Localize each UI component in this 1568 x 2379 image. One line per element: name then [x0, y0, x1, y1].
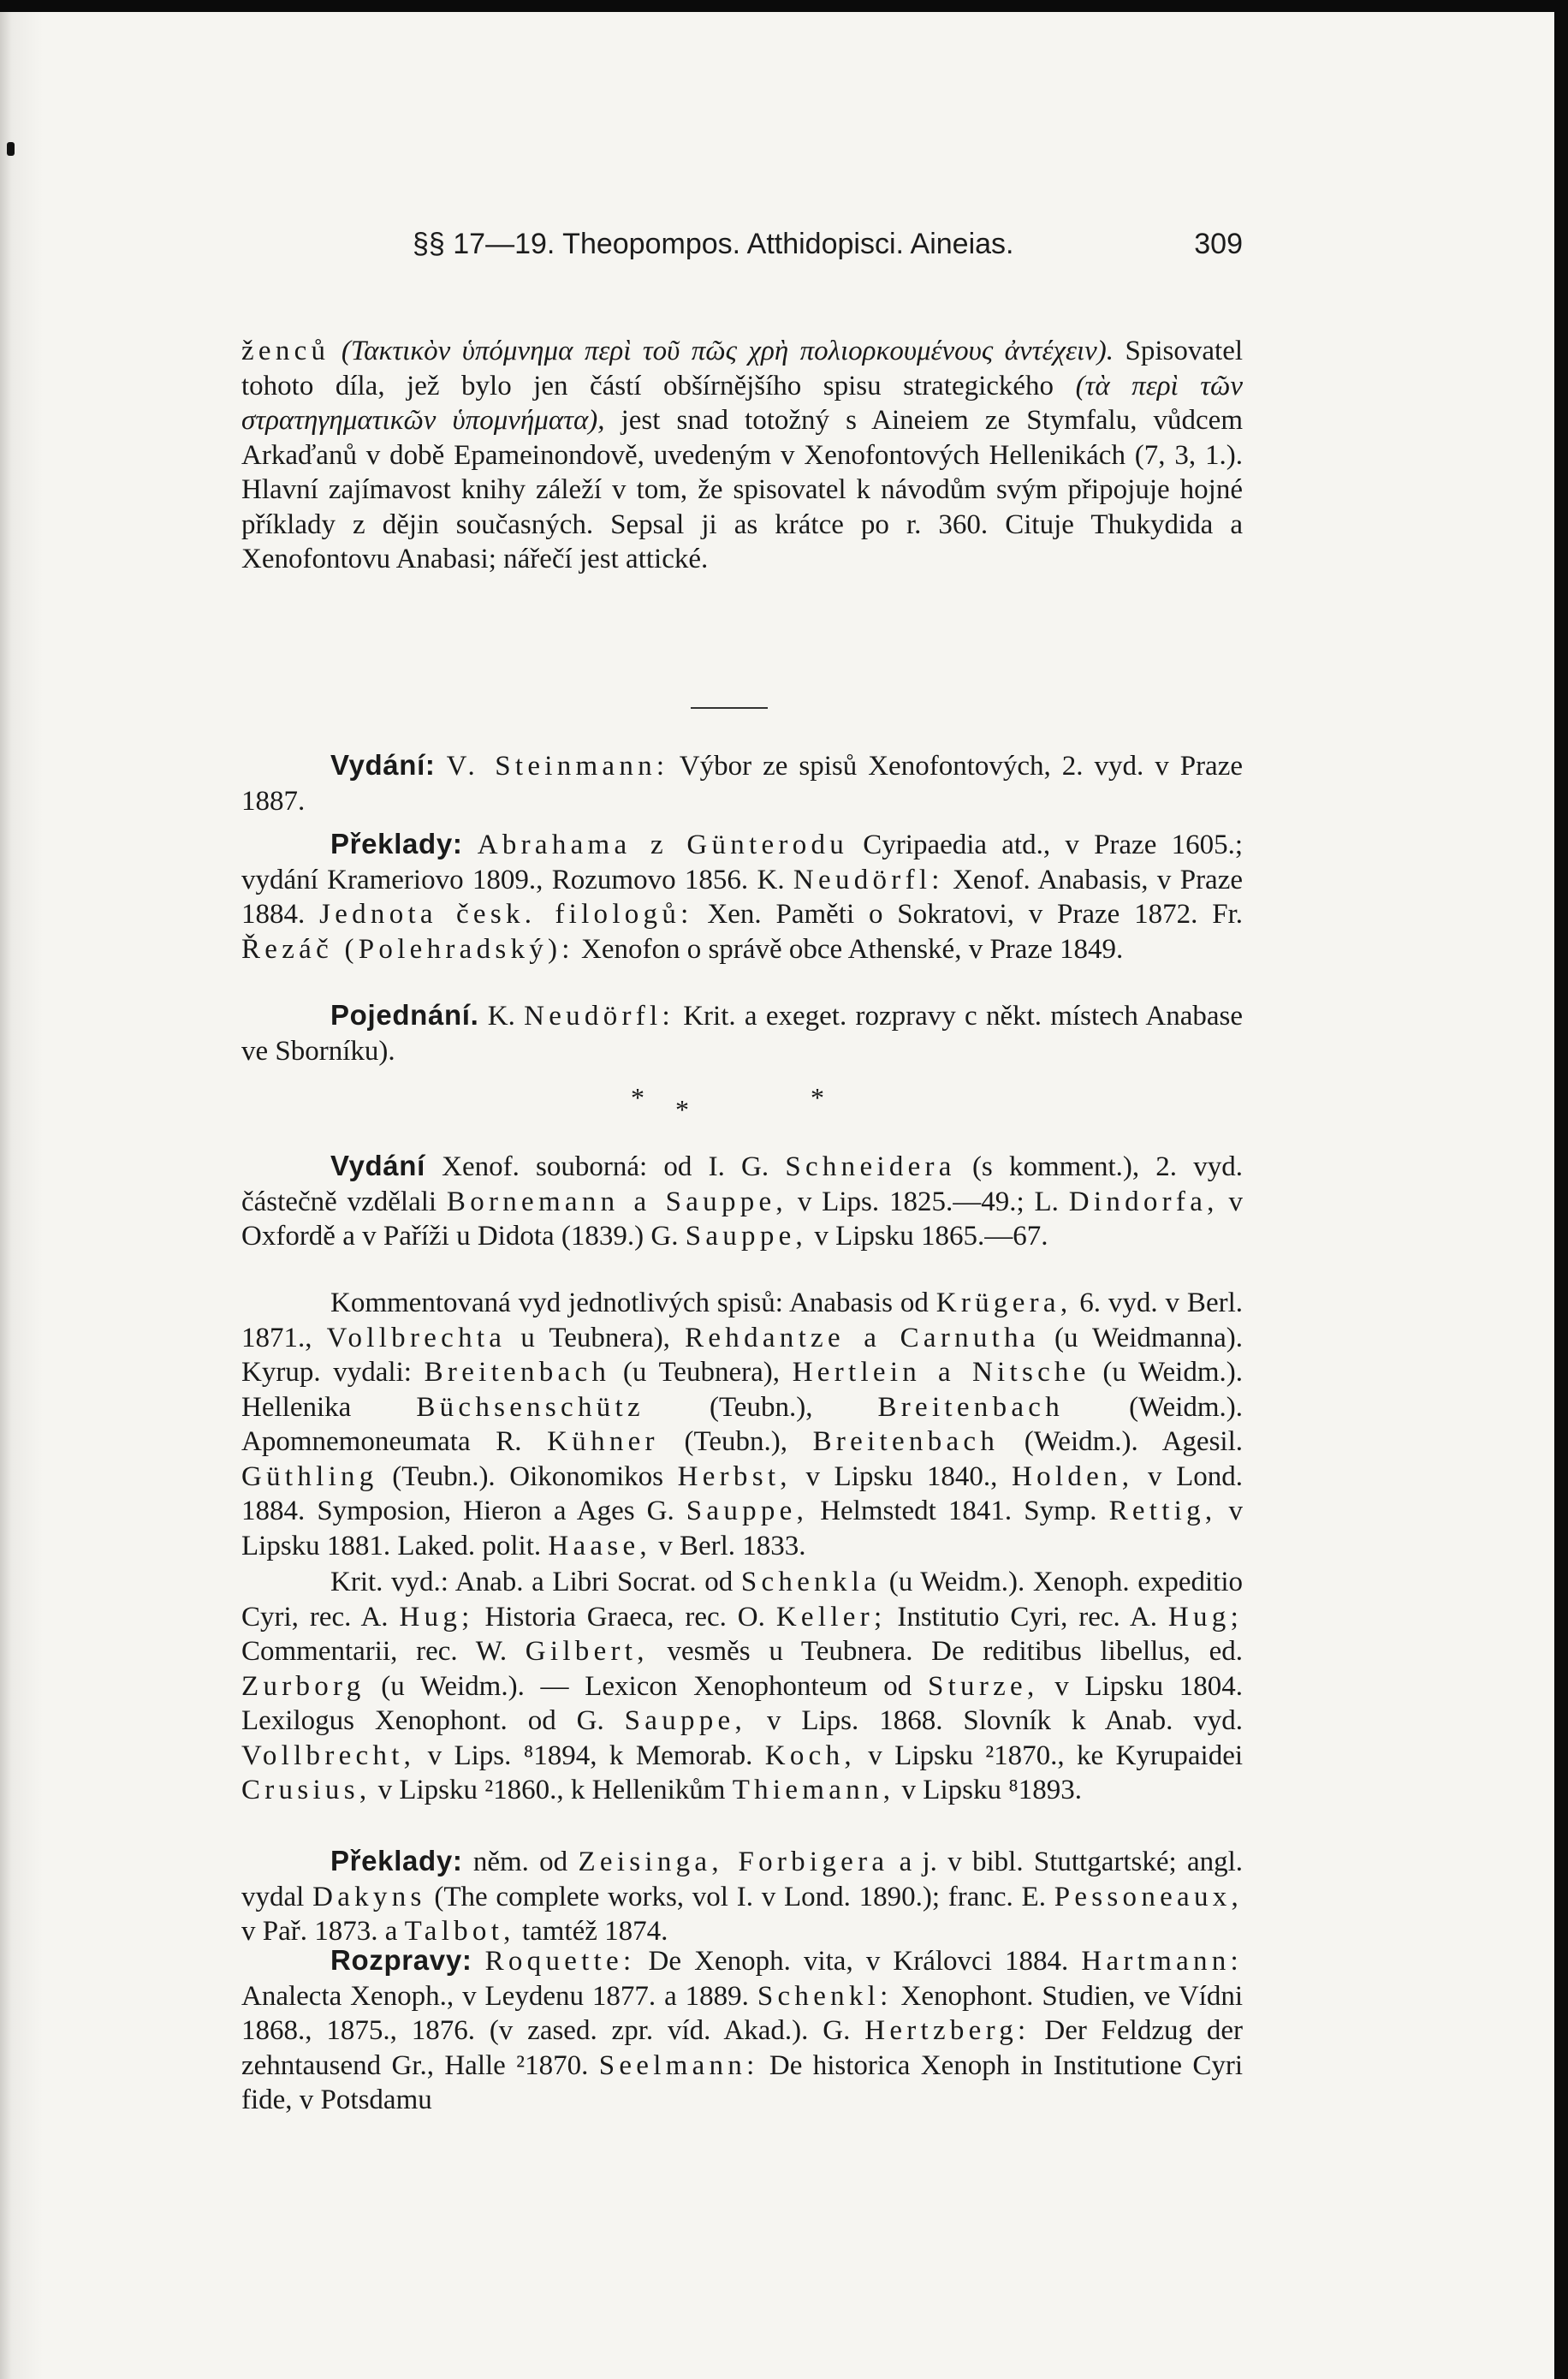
ref-text: v Lipsku 1865.—67.: [814, 1221, 1048, 1252]
ref-text: Kommentovaná vyd jednotlivých spisů: Anabasis od: [330, 1288, 929, 1318]
vydani-label: Vydání:: [330, 749, 436, 781]
running-head-title: §§ 17—19. Theopompos. Atthidopisci. Aineias.: [413, 228, 1014, 260]
author-name: Dindorfa,: [1068, 1186, 1219, 1217]
intro-text-a: Spisovatel tohoto díla, jež bylo jen částí obšírnějšího spisu strategického: [241, 336, 1244, 401]
author-name: Güthling: [241, 1460, 378, 1492]
ref-text: 6. vyd. v Berl. 1871.,: [241, 1288, 1243, 1353]
ref-text: (u Weidm.). — Lexicon Xenophonteum od: [381, 1670, 912, 1702]
author-neudorfl: Neudörfl:: [793, 864, 944, 895]
ref-text: (Teubn.),: [709, 1391, 813, 1423]
aineias-preklady: [241, 827, 1243, 966]
ref-text: (Weidm.). Apomnemoneumata R.: [241, 1391, 1244, 1457]
ref-text: v Lipsku 1840.,: [805, 1460, 998, 1492]
xenophon-kommentovana: [241, 1286, 1243, 1563]
ref-text: (u Weidmanna). Kyrup. vydali:: [241, 1322, 1244, 1388]
ref-text: v Lipsku 1881. Laked. polit.: [241, 1496, 1243, 1561]
author-name: Sauppe,: [624, 1705, 747, 1736]
preklady-text: Xenofon o správě obce Athenské, v Praze 1849.: [581, 933, 1124, 965]
author-name: Kühner: [547, 1426, 659, 1457]
author-name: Breitenbach: [424, 1357, 611, 1388]
asterisk: *: [811, 1082, 824, 1113]
ref-text: (s komment.), 2. vyd. částečně vzdělali: [241, 1151, 1244, 1217]
intro-text-b: jest snad totožný s Aineiem ze Stymfalu, vůdcem Arkaďanů v době Epameinondově, uvedeným v Xenofontových Hellenikách (7, 3, 1.). Hlavní zajímavost knihy záleží v tom, že spisovatel k návodům svým připojuje hojné příklady z dějin současných. Sepsal ji as krátce po r. 360. Cituje Thukydida a Xenofontovu Anabasi; nářečí jest attické.: [241, 405, 1243, 574]
author-name: Hertzberg:: [864, 2015, 1030, 2046]
author-name: Roquette:: [484, 1946, 636, 1977]
author-name: Gilbert,: [525, 1636, 649, 1667]
ref-text: u Teubnera),: [520, 1322, 670, 1353]
ref-text: (The complete works, vol I. v Lond. 1890.); franc. E.: [434, 1881, 1046, 1912]
section-rule: [691, 707, 768, 709]
ref-text: v Pař. 1873. a: [241, 1916, 398, 1947]
ref-text: Xenof. souborná: od I. G.: [442, 1151, 769, 1182]
ref-text: v Oxfordě a v Paříži u Didota (1839.) G.: [241, 1186, 1244, 1252]
pojednani-text: K.: [487, 1001, 515, 1032]
ref-text: v Lipsku ²1860., k Hellenikům: [377, 1775, 726, 1805]
author-name: Dakyns: [312, 1881, 426, 1912]
ref-text: (u Weidm.). Hellenika: [241, 1357, 1243, 1423]
author-jednota: Jednota česk. filologů:: [319, 899, 693, 930]
author-name: Herbst,: [677, 1460, 792, 1492]
ref-text: (u Teubnera),: [622, 1357, 780, 1388]
ref-text: Krit. vyd.: Anab. a Libri Socrat. od: [330, 1567, 734, 1597]
xenophon-preklady: [241, 1844, 1243, 1949]
author-name: Keller;: [775, 1601, 887, 1633]
book-page: [0, 12, 1554, 2379]
author-name: Sauppe,: [686, 1496, 809, 1526]
aineias-pojednani: [241, 998, 1243, 1068]
ref-text: (Teubn.),: [684, 1426, 787, 1457]
ref-text: De historica Xenoph in Institutione Cyri fide, v Potsdamu: [241, 2049, 1244, 2115]
author-name: Holden,: [1011, 1460, 1134, 1492]
ref-text: Commentarii, rec. W.: [241, 1636, 508, 1667]
ref-text: v Lipsku ²1870., ke Kyrupaidei: [868, 1740, 1244, 1771]
ref-text: Helmstedt 1841. Symp.: [820, 1496, 1097, 1526]
scan-edge: [1554, 0, 1568, 2379]
ref-text: Der Feldzug der zehntausend Gr., Halle ²1870.: [241, 2015, 1243, 2081]
author-name: Seelmann:: [598, 2049, 759, 2081]
running-head: [241, 228, 1243, 271]
author-name: Schneidera: [785, 1151, 956, 1182]
greek-spis: (τὰ περὶ τῶν στρατηγηματικῶν ὑπομνήματα),: [241, 370, 1243, 436]
author-neudorfl: Neudörfl:: [524, 1001, 674, 1032]
author-name: Rehdantze a Carnutha: [685, 1322, 1040, 1353]
preklady-text: Xen. Paměti o Sokratovi, v Praze 1872. Fr.: [707, 899, 1244, 930]
author-name: Schenkla: [740, 1567, 882, 1597]
author-name: Büchsenschütz: [416, 1391, 644, 1423]
pojednani-label: Pojednání.: [330, 999, 479, 1031]
author-name: Thiemann,: [732, 1775, 895, 1805]
author-name: Schenkl:: [757, 1980, 893, 2012]
author-name: Hug;: [1167, 1601, 1244, 1633]
ref-text: v Lips. 1825.—49.; L.: [797, 1186, 1059, 1217]
author-name: Krügera,: [935, 1288, 1072, 1318]
author-name: Hartmann:: [1081, 1946, 1243, 1977]
greek-title: (Τακτικὸν ὑπόμνημα περὶ τοῦ πῶς χρὴ πολιορκουμένους ἀντέχειν).: [341, 336, 1114, 366]
ref-text: a j. v bibl. Stuttgartské; angl. vydal: [241, 1847, 1244, 1912]
intro-word: ženců: [241, 336, 330, 366]
vydani-label: Vydání: [330, 1150, 425, 1181]
xenophon-rozpravy: [241, 1943, 1243, 2118]
intro-paragraph: [241, 334, 1243, 577]
vydani-text: Výbor ze spisů Xenofontových, 2. vyd. v Praze 1887.: [241, 751, 1243, 817]
author-steinmann: V. Steinmann:: [446, 751, 669, 782]
section-asterisks: [631, 1082, 888, 1142]
author-name: Talbot,: [404, 1916, 515, 1947]
author-abraham: Abrahama z Günterodu: [477, 830, 849, 860]
author-name: Koch,: [764, 1740, 856, 1771]
asterisk: *: [631, 1082, 644, 1113]
ref-text: v Lips. ⁸1894, k Memorab.: [427, 1740, 753, 1771]
ref-text: v Lond. 1884. Symposion, Hieron a Ages G.: [241, 1460, 1243, 1526]
author-name: Zurborg: [241, 1670, 365, 1702]
author-name: Sauppe,: [685, 1221, 808, 1252]
asterisk: *: [675, 1094, 689, 1125]
author-name: Pessoneaux,: [1054, 1881, 1244, 1912]
ref-text: Analecta Xenoph., v Leydenu 1877. a 1889.: [241, 1980, 749, 2012]
author-name: Hug;: [399, 1601, 474, 1633]
ref-text: v Lipsku 1804. Lexilogus Xenophont. od G.: [241, 1670, 1244, 1736]
xenophon-vydani: [241, 1149, 1243, 1254]
author-name: Zeisinga, Forbigera: [578, 1847, 889, 1877]
preklady-label: Překlady:: [330, 1845, 463, 1876]
author-name: Vollbrechta: [326, 1322, 507, 1353]
ref-text: Xenophont. Studien, ve Vídni 1868., 1875., 1876. (v zased. zpr. víd. Akad.). G.: [241, 1980, 1244, 2046]
author-name: Crusius,: [241, 1775, 371, 1805]
preklady-text: Cyripaedia atd., v Praze 1605.; vydání Krameriovo 1809., Rozumovo 1856. K.: [241, 830, 1243, 895]
margin-mark: [7, 142, 15, 156]
author-name: Vollbrecht,: [241, 1740, 416, 1771]
ref-text: v Lipsku ⁸1893.: [901, 1775, 1082, 1805]
rozpravy-label: Rozpravy:: [330, 1944, 472, 1976]
ref-text: De Xenoph. vita, v Královci 1884.: [648, 1946, 1069, 1977]
page-binding-shadow: [0, 12, 43, 2379]
author-name: Bornemann a Sauppe,: [446, 1186, 787, 1217]
ref-text: tamtéž 1874.: [521, 1916, 668, 1947]
author-name: Breitenbach: [877, 1391, 1065, 1423]
ref-text: v Berl. 1833.: [658, 1530, 806, 1561]
ref-text: (Weidm.). Agesil.: [1024, 1426, 1244, 1457]
page-number: 309: [1194, 228, 1243, 260]
ref-text: (u Weidm.). Xenoph. expeditio Cyri, rec. A.: [241, 1567, 1244, 1633]
preklady-label: Překlady:: [330, 828, 463, 859]
pojednani-text: Krit. a exeget. rozpravy c někt. místech Anabase ve Sborníku).: [241, 1001, 1244, 1067]
author-name: Breitenbach: [812, 1426, 1000, 1457]
ref-text: Institutio Cyri, rec. A.: [897, 1601, 1157, 1633]
preklady-text: Xenof. Anabasis, v Praze 1884.: [241, 864, 1244, 930]
aineias-vydani: [241, 748, 1243, 818]
author-name: Rettig,: [1108, 1496, 1217, 1526]
ref-text: (Teubn.). Oikonomikos: [392, 1460, 663, 1492]
ref-text: vesměs u Teubnera. De reditibus libellus, ed.: [667, 1636, 1244, 1667]
author-name: Hertlein a Nitsche: [792, 1357, 1090, 1388]
xenophon-krit-vyd: [241, 1565, 1243, 1808]
author-name: Sturze,: [927, 1670, 1039, 1702]
ref-text: v Lips. 1868. Slovník k Anab. vyd.: [766, 1705, 1243, 1736]
ref-text: něm. od: [472, 1847, 568, 1877]
author-name: Haase,: [548, 1530, 651, 1561]
author-rezac: Řezáč (Polehradský):: [241, 933, 574, 965]
ref-text: Historia Graeca, rec. O.: [484, 1601, 765, 1633]
